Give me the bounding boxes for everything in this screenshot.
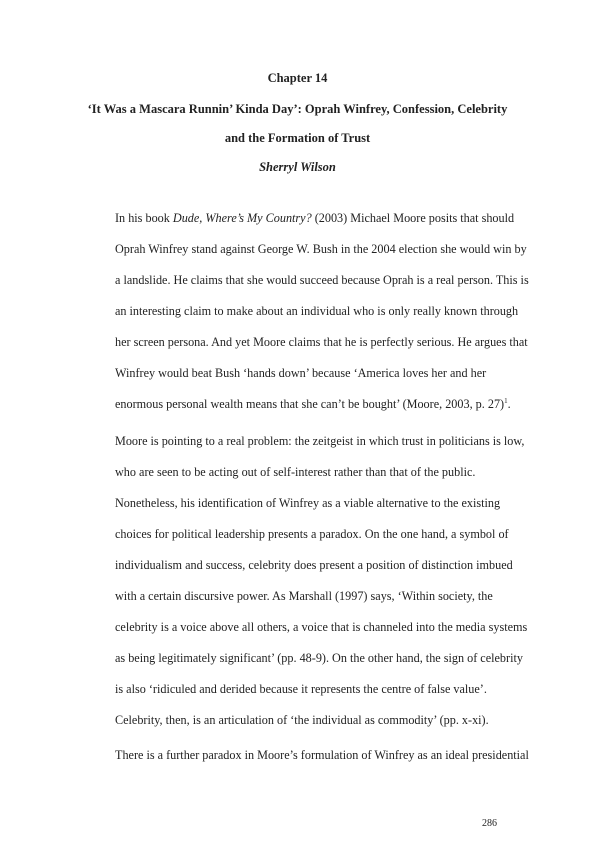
text-line: who are seen to be acting out of self-interest rather than that of the public. (115, 465, 476, 479)
text-line: Nonetheless, his identification of Winfrey as a viable alternative to the existing (115, 496, 501, 510)
page-number: 286 (482, 818, 497, 829)
text-line: is also ‘ridiculed and derided because it represents the centre of false value’. (115, 682, 487, 696)
text-line: Moore is pointing to a real problem: the zeitgeist in which trust in politicians is low, (115, 434, 525, 448)
chapter-title-line-2: and the Formation of Trust (224, 131, 371, 145)
text-line: Celebrity, then, is an articulation of ‘the individual as commodity’ (pp. x-xi). (115, 713, 489, 727)
text-line: celebrity is a voice above all others, a voice that is channeled into the media systems (115, 620, 528, 634)
text-line: individualism and success, celebrity does present a position of distinction imbued (115, 558, 513, 572)
author-name: Sherryl Wilson (259, 160, 336, 174)
text-line: Winfrey would beat Bush ‘hands down’ because ‘America loves her and her (115, 366, 487, 380)
footnote-marker[interactable]: 1 (504, 396, 508, 405)
text-run: . (507, 397, 511, 411)
text-run: (2003) Michael Moore posits that should (311, 211, 515, 225)
text-line: with a certain discursive power. As Marshall (1997) says, ‘Within society, the (115, 589, 493, 603)
text-line: her screen persona. And yet Moore claims that he is perfectly serious. He argues that (115, 335, 528, 349)
text-line: as being legitimately significant’ (pp. 48-9). On the other hand, the sign of celebrity (115, 651, 523, 665)
text-line: choices for political leadership presents a paradox. On the one hand, a symbol of (115, 527, 509, 541)
text-line (115, 397, 511, 412)
chapter-number: Chapter 14 (267, 71, 328, 85)
text-line: There is a further paradox in Moore’s formulation of Winfrey as an ideal presidential (115, 748, 529, 762)
text-line: Oprah Winfrey stand against George W. Bush in the 2004 election she would win by (115, 242, 527, 256)
text-run: enormous personal wealth means that she can’t be bought’ (Moore, 2003, p. 27) (115, 397, 505, 411)
text-line (115, 211, 514, 226)
book-title: Dude, Where’s My Country? (172, 211, 312, 225)
chapter-title-line-1: ‘It Was a Mascara Runnin’ Kinda Day’: Oprah Winfrey, Confession, Celebrity (87, 102, 508, 116)
text-line: an interesting claim to make about an individual who is only really known through (115, 304, 519, 318)
text-line: a landslide. He claims that she would succeed because Oprah is a real person. This is (115, 273, 529, 287)
text-run: In his book (115, 211, 173, 225)
